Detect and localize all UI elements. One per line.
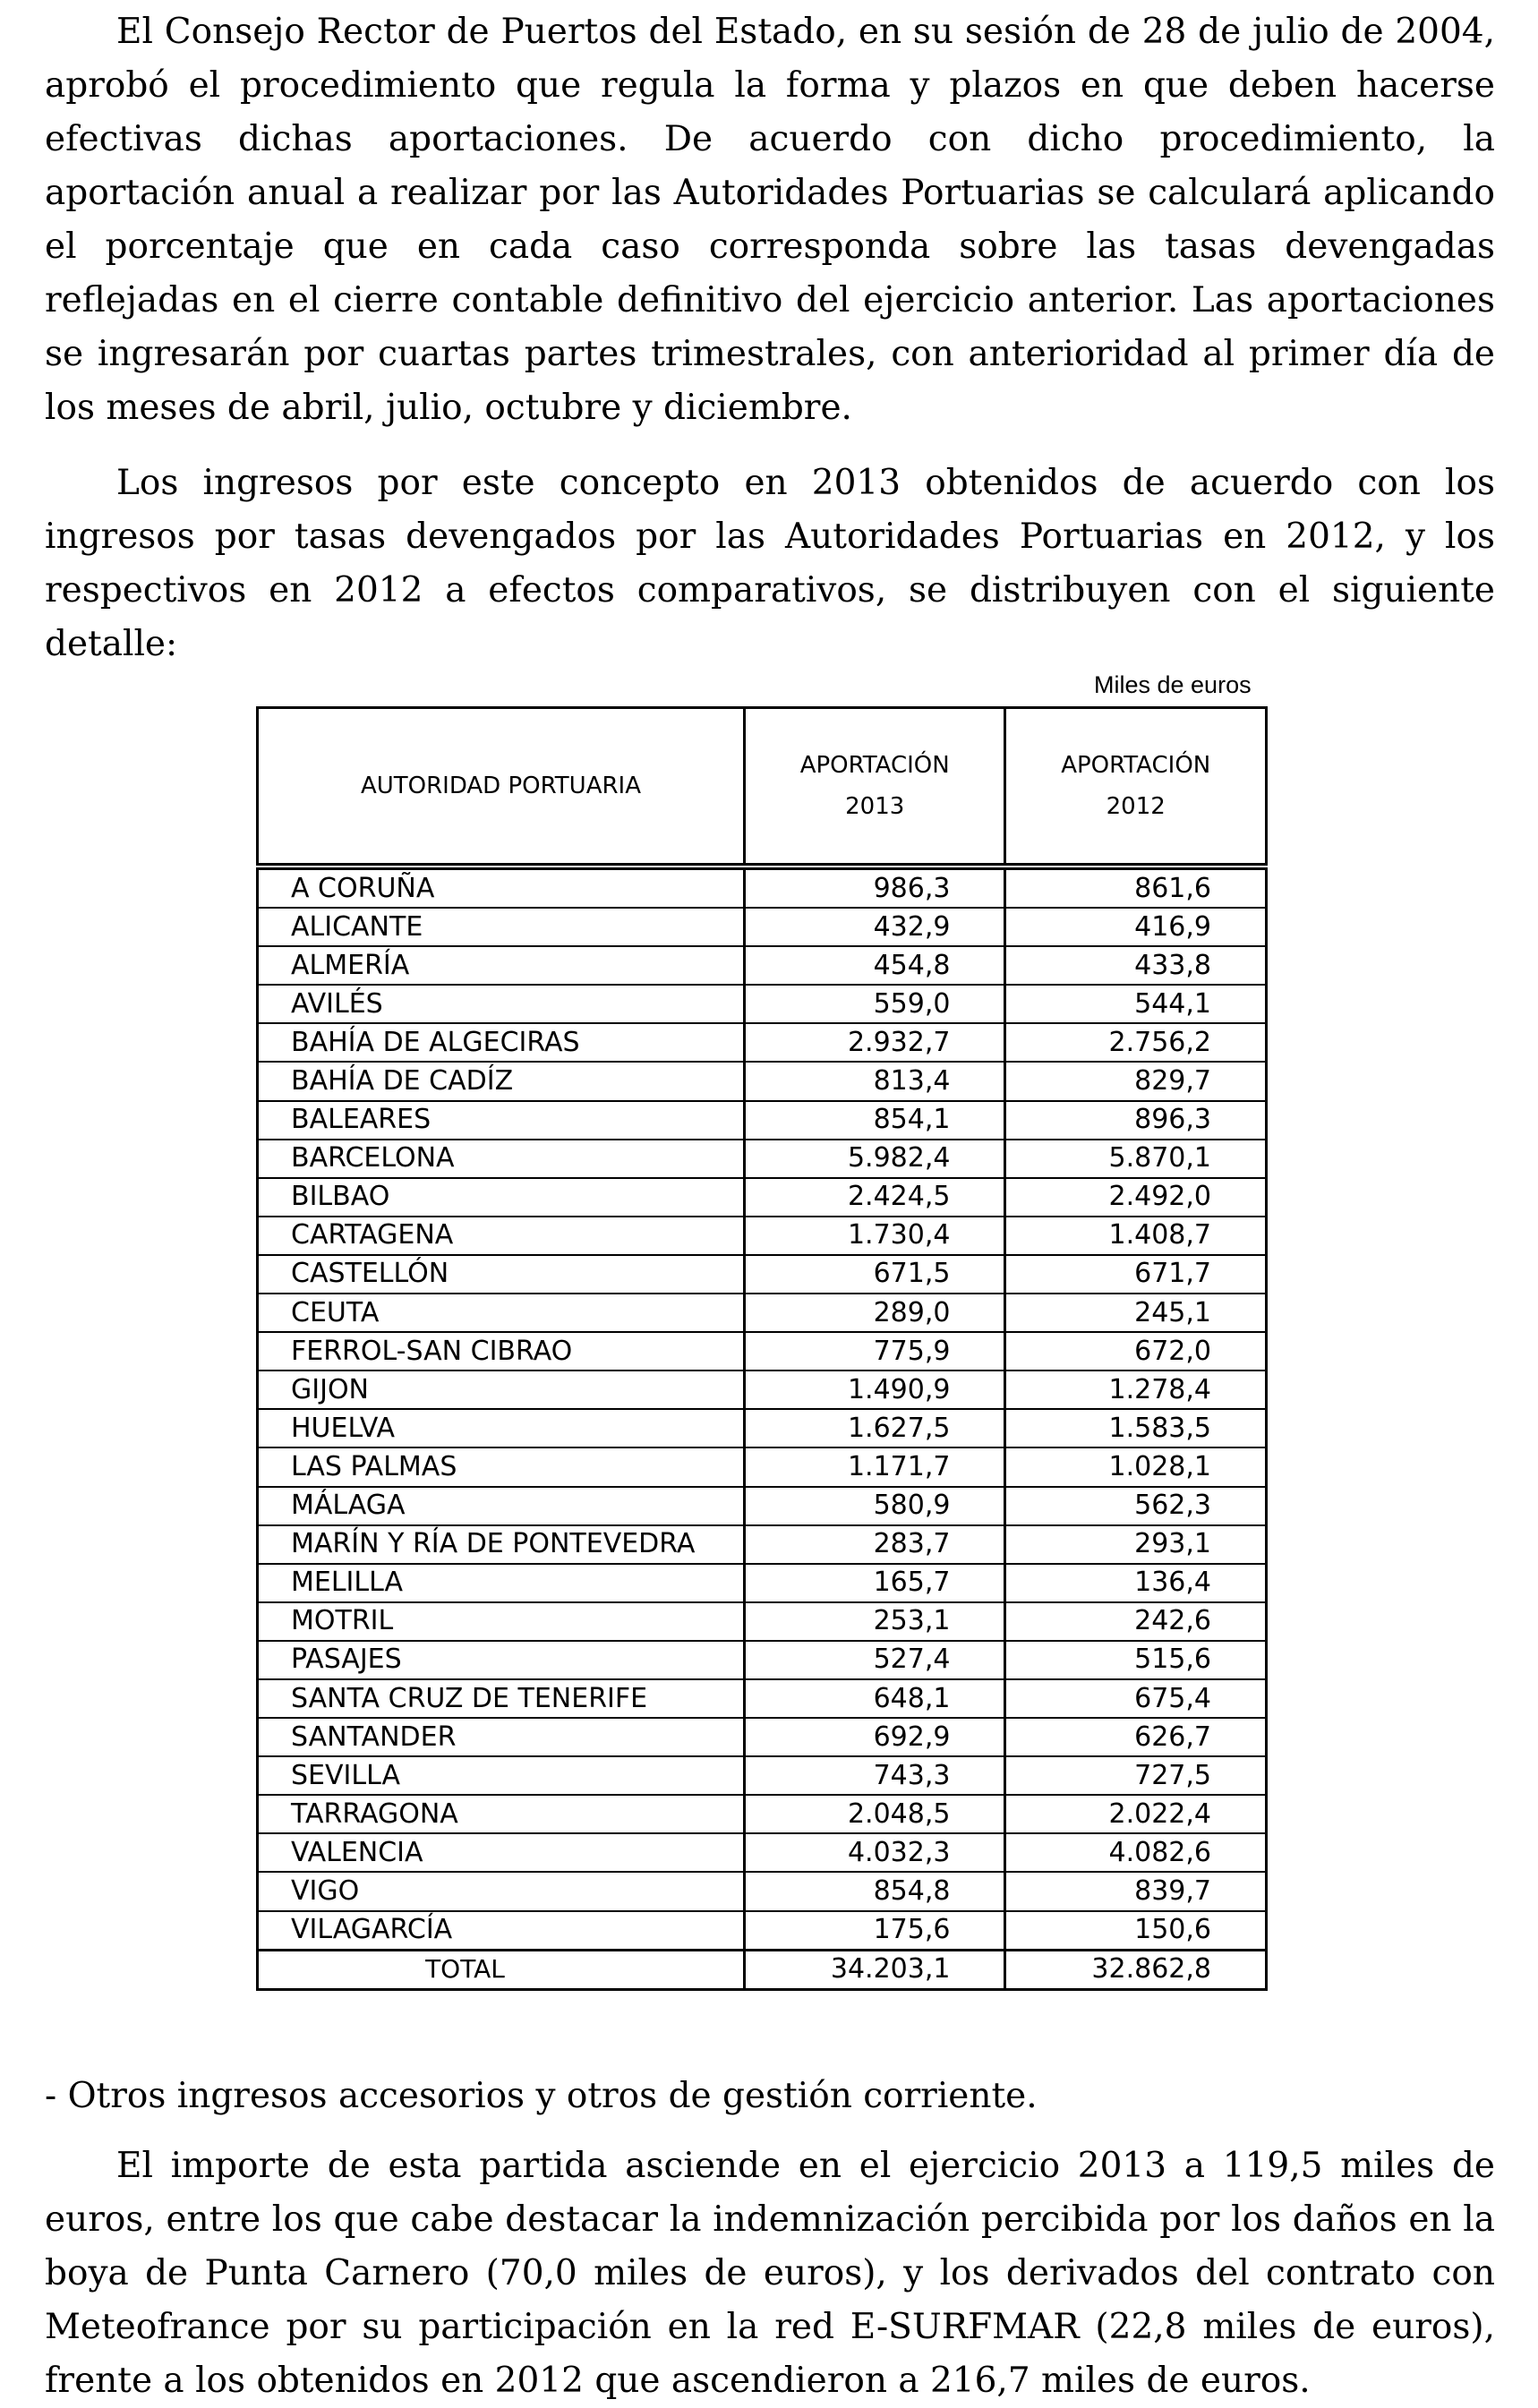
row-autoridad-name: MOTRIL [258, 1602, 745, 1641]
row-autoridad-name: PASAJES [258, 1641, 745, 1679]
row-autoridad-name: GIJON [258, 1371, 745, 1409]
table-row [258, 1833, 1267, 1872]
row-autoridad-name: MELILLA [258, 1564, 745, 1602]
row-aportacion-2012: 672,0 [1005, 1332, 1267, 1371]
header-aportacion-2013 [744, 708, 1005, 867]
row-aportacion-2012: 1.278,4 [1005, 1371, 1267, 1409]
table-row [258, 946, 1267, 985]
row-aportacion-2013: 743,3 [744, 1756, 1005, 1795]
table-row [258, 1255, 1267, 1294]
row-aportacion-2013: 454,8 [744, 946, 1005, 985]
row-aportacion-2012: 626,7 [1005, 1718, 1267, 1756]
row-autoridad-name: BILBAO [258, 1178, 745, 1217]
row-aportacion-2013: 5.982,4 [744, 1140, 1005, 1178]
row-autoridad-name: BAHÍA DE ALGECIRAS [258, 1023, 745, 1062]
row-aportacion-2012: 1.583,5 [1005, 1409, 1267, 1447]
row-autoridad-name: HUELVA [258, 1409, 745, 1447]
row-aportacion-2013: 1.490,9 [744, 1371, 1005, 1409]
row-autoridad-name: LAS PALMAS [258, 1447, 745, 1486]
row-aportacion-2013: 854,1 [744, 1101, 1005, 1140]
row-aportacion-2013: 775,9 [744, 1332, 1005, 1371]
row-autoridad-name: CARTAGENA [258, 1217, 745, 1255]
aportaciones-table [256, 706, 1268, 1991]
row-aportacion-2012: 544,1 [1005, 985, 1267, 1023]
table-row [258, 1371, 1267, 1409]
table-row [258, 1294, 1267, 1332]
row-aportacion-2012: 136,4 [1005, 1564, 1267, 1602]
header-autoridad-portuaria: AUTORIDAD PORTUARIA [258, 708, 745, 867]
table-row [258, 1332, 1267, 1371]
row-aportacion-2012: 829,7 [1005, 1062, 1267, 1100]
table-row [258, 1101, 1267, 1140]
row-aportacion-2012: 1.028,1 [1005, 1447, 1267, 1486]
row-aportacion-2013: 813,4 [744, 1062, 1005, 1100]
table-row [258, 1023, 1267, 1062]
row-autoridad-name: A CORUÑA [258, 867, 745, 908]
row-aportacion-2013: 253,1 [744, 1602, 1005, 1641]
table-row [258, 1447, 1267, 1486]
row-aportacion-2013: 986,3 [744, 867, 1005, 908]
row-aportacion-2012: 839,7 [1005, 1872, 1267, 1910]
table-row [258, 1217, 1267, 1255]
header-aportacion-2012-year: 2012 [1106, 793, 1166, 820]
table-row [258, 1140, 1267, 1178]
table-row [258, 1487, 1267, 1525]
paragraph-ingresos-2013: Los ingresos por este concepto en 2013 obtenidos de acuerdo con los ingresos por tasas devengados por las Autoridades Portuarias en 2012, y los respectivos en 2012 a efectos comparativos, se distribuyen con el siguiente detalle: [45, 463, 1495, 664]
paragraph-importe-partida: El importe de esta partida asciende en el ejercicio 2013 a 119,5 miles de euros, entre los que cabe destacar la indemnización percibida por los daños en la boya de Punta Carnero (70,0 miles de euros), y los derivados del contrato con Meteofrance por su participación en la red E-SURFMAR (22,8 miles de euros), frente a los obtenidos en 2012 que ascendieron a 216,7 miles de euros. [45, 2146, 1495, 2401]
row-aportacion-2012: 293,1 [1005, 1525, 1267, 1564]
row-aportacion-2013: 283,7 [744, 1525, 1005, 1564]
table-row [258, 1564, 1267, 1602]
row-autoridad-name: AVILÉS [258, 985, 745, 1023]
row-aportacion-2013: 580,9 [744, 1487, 1005, 1525]
total-2012: 32.862,8 [1005, 1950, 1267, 1989]
row-autoridad-name: TARRAGONA [258, 1795, 745, 1833]
row-autoridad-name: SEVILLA [258, 1756, 745, 1795]
row-aportacion-2013: 527,4 [744, 1641, 1005, 1679]
table-unit-label: Miles de euros [1094, 671, 1252, 698]
table-row [258, 908, 1267, 946]
row-autoridad-name: BARCELONA [258, 1140, 745, 1178]
table-row [258, 1178, 1267, 1217]
row-autoridad-name: CASTELLÓN [258, 1255, 745, 1294]
row-aportacion-2013: 4.032,3 [744, 1833, 1005, 1872]
table-row [258, 867, 1267, 908]
row-autoridad-name: BAHÍA DE CADÍZ [258, 1062, 745, 1100]
table-row [258, 985, 1267, 1023]
row-aportacion-2013: 165,7 [744, 1564, 1005, 1602]
row-aportacion-2012: 1.408,7 [1005, 1217, 1267, 1255]
table-row [258, 1525, 1267, 1564]
row-aportacion-2012: 515,6 [1005, 1641, 1267, 1679]
row-aportacion-2012: 5.870,1 [1005, 1140, 1267, 1178]
table-row [258, 1795, 1267, 1833]
row-aportacion-2012: 245,1 [1005, 1294, 1267, 1332]
row-aportacion-2012: 2.022,4 [1005, 1795, 1267, 1833]
header-aportacion-2012 [1005, 708, 1267, 867]
row-autoridad-name: VILAGARCÍA [258, 1911, 745, 1951]
row-aportacion-2013: 1.627,5 [744, 1409, 1005, 1447]
header-aportacion-2013-label: APORTACIÓN [799, 752, 950, 779]
row-aportacion-2013: 1.171,7 [744, 1447, 1005, 1486]
row-autoridad-name: MARÍN Y RÍA DE PONTEVEDRA [258, 1525, 745, 1564]
row-aportacion-2012: 2.492,0 [1005, 1178, 1267, 1217]
table-row [258, 1756, 1267, 1795]
row-autoridad-name: ALMERÍA [258, 946, 745, 985]
table-row [258, 1602, 1267, 1641]
table-row [258, 1409, 1267, 1447]
table-row [258, 1679, 1267, 1718]
row-aportacion-2012: 4.082,6 [1005, 1833, 1267, 1872]
header-aportacion-2012-label: APORTACIÓN [1061, 752, 1211, 779]
row-aportacion-2012: 562,3 [1005, 1487, 1267, 1525]
total-label: TOTAL [258, 1950, 745, 1989]
total-2013: 34.203,1 [744, 1950, 1005, 1989]
table-total-row [258, 1950, 1267, 1989]
table-row [258, 1718, 1267, 1756]
row-aportacion-2013: 648,1 [744, 1679, 1005, 1718]
table-row [258, 1911, 1267, 1951]
row-aportacion-2013: 559,0 [744, 985, 1005, 1023]
row-aportacion-2013: 432,9 [744, 908, 1005, 946]
row-aportacion-2013: 692,9 [744, 1718, 1005, 1756]
table-row [258, 1641, 1267, 1679]
paragraph-consejo-rector: El Consejo Rector de Puertos del Estado, en su sesión de 28 de julio de 2004, aprobó el procedimiento que regula la forma y plazos en que deben hacerse efectivas dichas aportaciones. De acuerdo con dicho procedimiento, la aportación anual a realizar por las Autoridades Portuarias se calculará aplicando el porcentaje que en cada caso corresponda sobre las tasas devengadas reflejadas en el cierre contable definitivo del ejercicio anterior. Las aportaciones se ingresarán por cuartas partes trimestrales, con anterioridad al primer día de los meses de abril, julio, octubre y diciembre. [45, 12, 1495, 428]
row-aportacion-2012: 433,8 [1005, 946, 1267, 985]
row-aportacion-2012: 150,6 [1005, 1911, 1267, 1951]
row-aportacion-2013: 175,6 [744, 1911, 1005, 1951]
row-aportacion-2012: 861,6 [1005, 867, 1267, 908]
table-row [258, 1062, 1267, 1100]
row-autoridad-name: MÁLAGA [258, 1487, 745, 1525]
row-autoridad-name: CEUTA [258, 1294, 745, 1332]
row-autoridad-name: VIGO [258, 1872, 745, 1910]
header-aportacion-2013-year: 2013 [845, 793, 905, 820]
row-autoridad-name: SANTANDER [258, 1718, 745, 1756]
table-row [258, 1872, 1267, 1910]
row-aportacion-2013: 289,0 [744, 1294, 1005, 1332]
paragraph-otros-ingresos-heading: - Otros ingresos accesorios y otros de gestión corriente. [45, 2076, 1038, 2116]
row-aportacion-2013: 2.048,5 [744, 1795, 1005, 1833]
row-aportacion-2012: 416,9 [1005, 908, 1267, 946]
row-aportacion-2012: 242,6 [1005, 1602, 1267, 1641]
row-aportacion-2012: 2.756,2 [1005, 1023, 1267, 1062]
table-header-row [258, 708, 1267, 867]
row-autoridad-name: BALEARES [258, 1101, 745, 1140]
row-aportacion-2012: 896,3 [1005, 1101, 1267, 1140]
row-aportacion-2013: 671,5 [744, 1255, 1005, 1294]
row-aportacion-2013: 854,8 [744, 1872, 1005, 1910]
row-autoridad-name: SANTA CRUZ DE TENERIFE [258, 1679, 745, 1718]
row-aportacion-2012: 671,7 [1005, 1255, 1267, 1294]
row-aportacion-2013: 1.730,4 [744, 1217, 1005, 1255]
row-autoridad-name: VALENCIA [258, 1833, 745, 1872]
row-aportacion-2013: 2.932,7 [744, 1023, 1005, 1062]
row-autoridad-name: ALICANTE [258, 908, 745, 946]
row-aportacion-2013: 2.424,5 [744, 1178, 1005, 1217]
row-autoridad-name: FERROL-SAN CIBRAO [258, 1332, 745, 1371]
row-aportacion-2012: 727,5 [1005, 1756, 1267, 1795]
row-aportacion-2012: 675,4 [1005, 1679, 1267, 1718]
